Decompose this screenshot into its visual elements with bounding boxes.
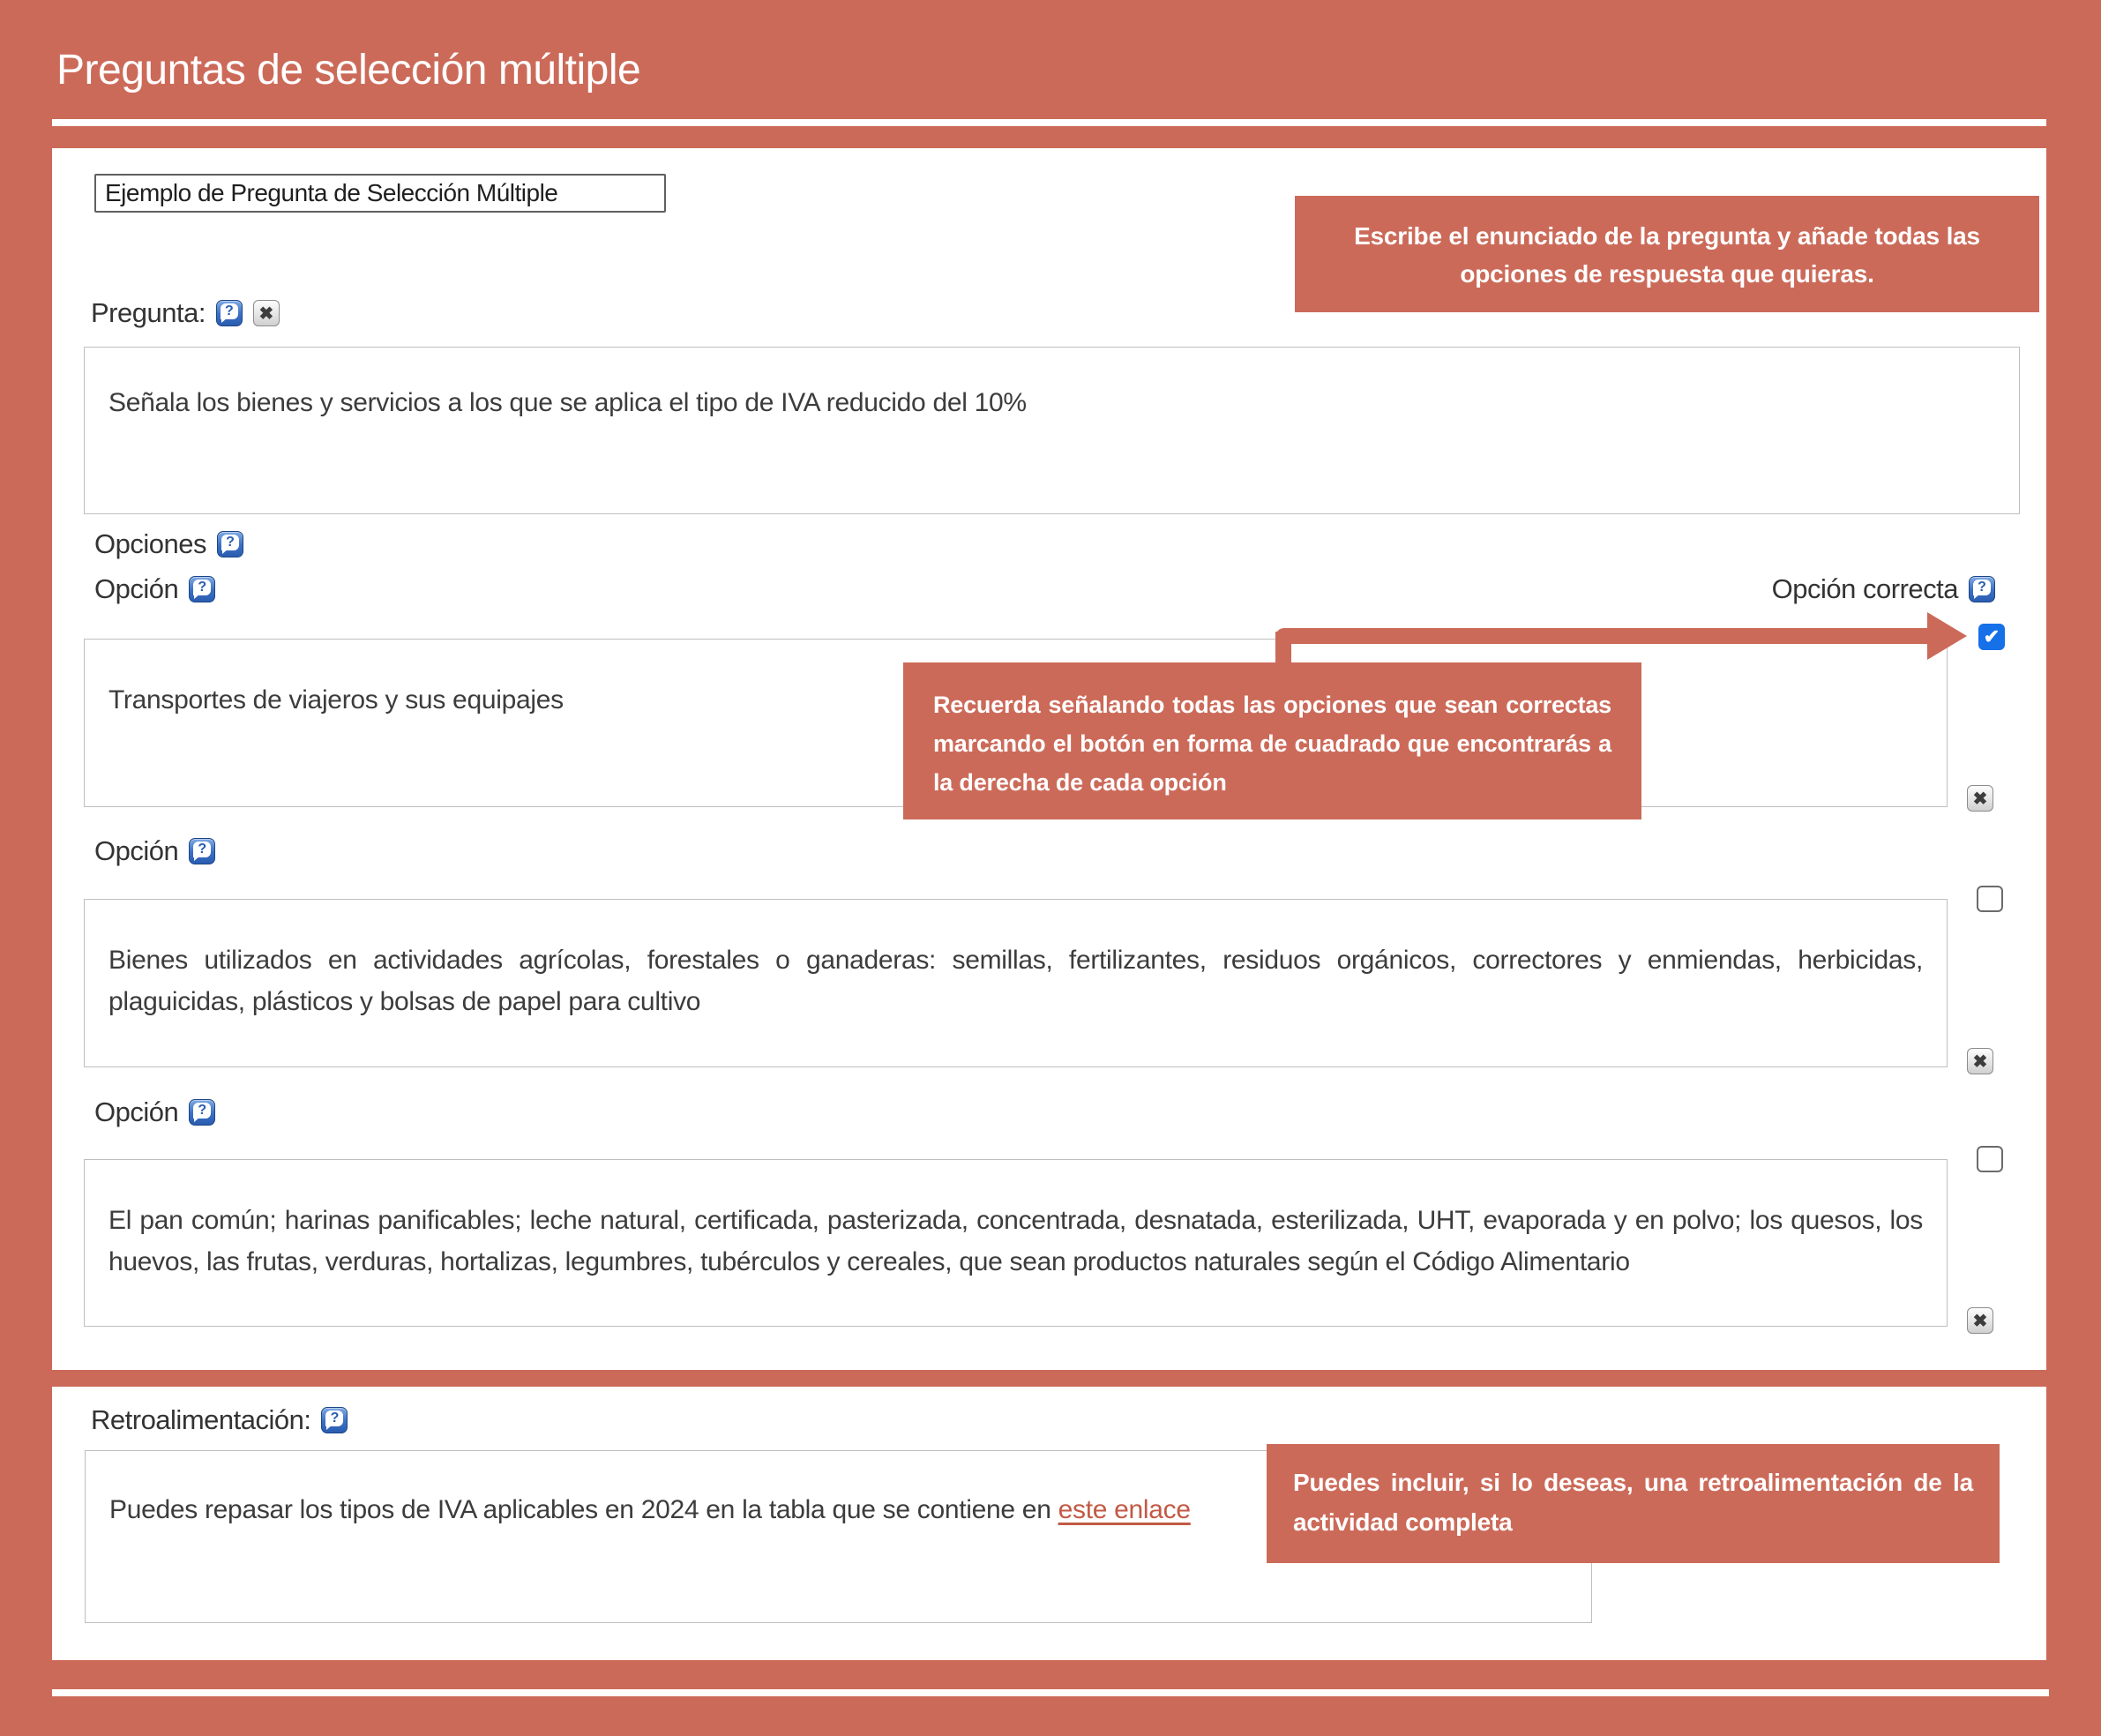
correct-option-checkbox-3[interactable]: [1977, 1146, 2003, 1172]
opcion-label-row-1: [94, 573, 215, 605]
help-icon[interactable]: ?: [321, 1407, 348, 1433]
annotation-note-enunciado: Escribe el enunciado de la pregunta y añade todas las opciones de respuesta que quieras.: [1295, 196, 2039, 312]
delete-option-button-1[interactable]: ✖: [1967, 785, 1993, 812]
opcion-correcta-label: Opción correcta: [1771, 573, 1958, 604]
help-icon[interactable]: ?: [1969, 576, 1995, 602]
help-icon[interactable]: ?: [189, 838, 215, 864]
help-icon[interactable]: ?: [189, 1099, 215, 1126]
retroalimentacion-label: Retroalimentación:: [91, 1404, 311, 1435]
annotation-note-correctas: Recuerda señalando todas las opciones que sean correctas marcando el botón en forma de cuadrado que encontrarás a la derecha de cada opción: [903, 662, 1641, 819]
opciones-label-row: [94, 528, 243, 560]
correct-option-checkbox-1[interactable]: ✔: [1978, 624, 2005, 650]
question-editor-panel: [52, 148, 2046, 1370]
activity-title-input[interactable]: [94, 174, 666, 213]
title-divider: [52, 119, 2046, 126]
question-textarea[interactable]: Señala los bienes y servicios a los que se aplica el tipo de IVA reducido del 10%: [84, 347, 2020, 514]
feedback-panel: [52, 1387, 2046, 1660]
opcion-label: Opción: [94, 573, 179, 604]
option-textarea-2[interactable]: Bienes utilizados en actividades agrícolas, forestales o ganaderas: semillas, fertilizantes, residuos orgánicos, correctores y enmiendas, herbicidas, plaguicidas, plásticos y bolsas de papel para cultivo: [84, 899, 1948, 1067]
correct-option-checkbox-2[interactable]: [1977, 886, 2003, 912]
annotation-arrow-shaft: [1275, 628, 1927, 644]
footer-divider: [52, 1689, 2049, 1696]
retroalimentacion-label-row: [91, 1404, 348, 1436]
help-icon[interactable]: ?: [189, 576, 215, 602]
opcion-label-row-3: [94, 1096, 215, 1128]
opcion-label: Opción: [94, 835, 179, 866]
opciones-label: Opciones: [94, 528, 206, 559]
annotation-note-retroalimentacion: Puedes incluir, si lo deseas, una retroalimentación de la actividad completa: [1267, 1444, 2000, 1563]
page-title: Preguntas de selección múltiple: [56, 47, 641, 94]
delete-option-button-2[interactable]: ✖: [1967, 1048, 1993, 1074]
opcion-correcta-label-row: [1772, 573, 1995, 605]
opcion-label-row-2: [94, 835, 215, 867]
help-icon[interactable]: ?: [217, 531, 243, 557]
annotation-arrow-head-icon: [1927, 612, 1967, 660]
delete-option-button-3[interactable]: ✖: [1967, 1307, 1993, 1334]
option-textarea-1[interactable]: Transportes de viajeros y sus equipajes: [84, 639, 1948, 807]
feedback-link[interactable]: este enlace: [1058, 1495, 1191, 1524]
pregunta-label: Pregunta:: [91, 297, 206, 328]
opcion-label: Opción: [94, 1096, 179, 1127]
help-icon[interactable]: ?: [216, 300, 243, 326]
pregunta-label-row: [91, 297, 280, 329]
delete-question-icon[interactable]: ✖: [253, 300, 280, 326]
feedback-text: Puedes repasar los tipos de IVA aplicables en 2024 en la tabla que se contiene en: [109, 1495, 1058, 1524]
option-textarea-3[interactable]: El pan común; harinas panificables; leche natural, certificada, pasterizada, concentrada, desnatada, esterilizada, UHT, evaporada y en polvo; los quesos, los huevos, las frutas, verduras, hortalizas, legumbres, tubérculos y cereales, que sean productos naturales según el Código Alimentario: [84, 1159, 1948, 1327]
